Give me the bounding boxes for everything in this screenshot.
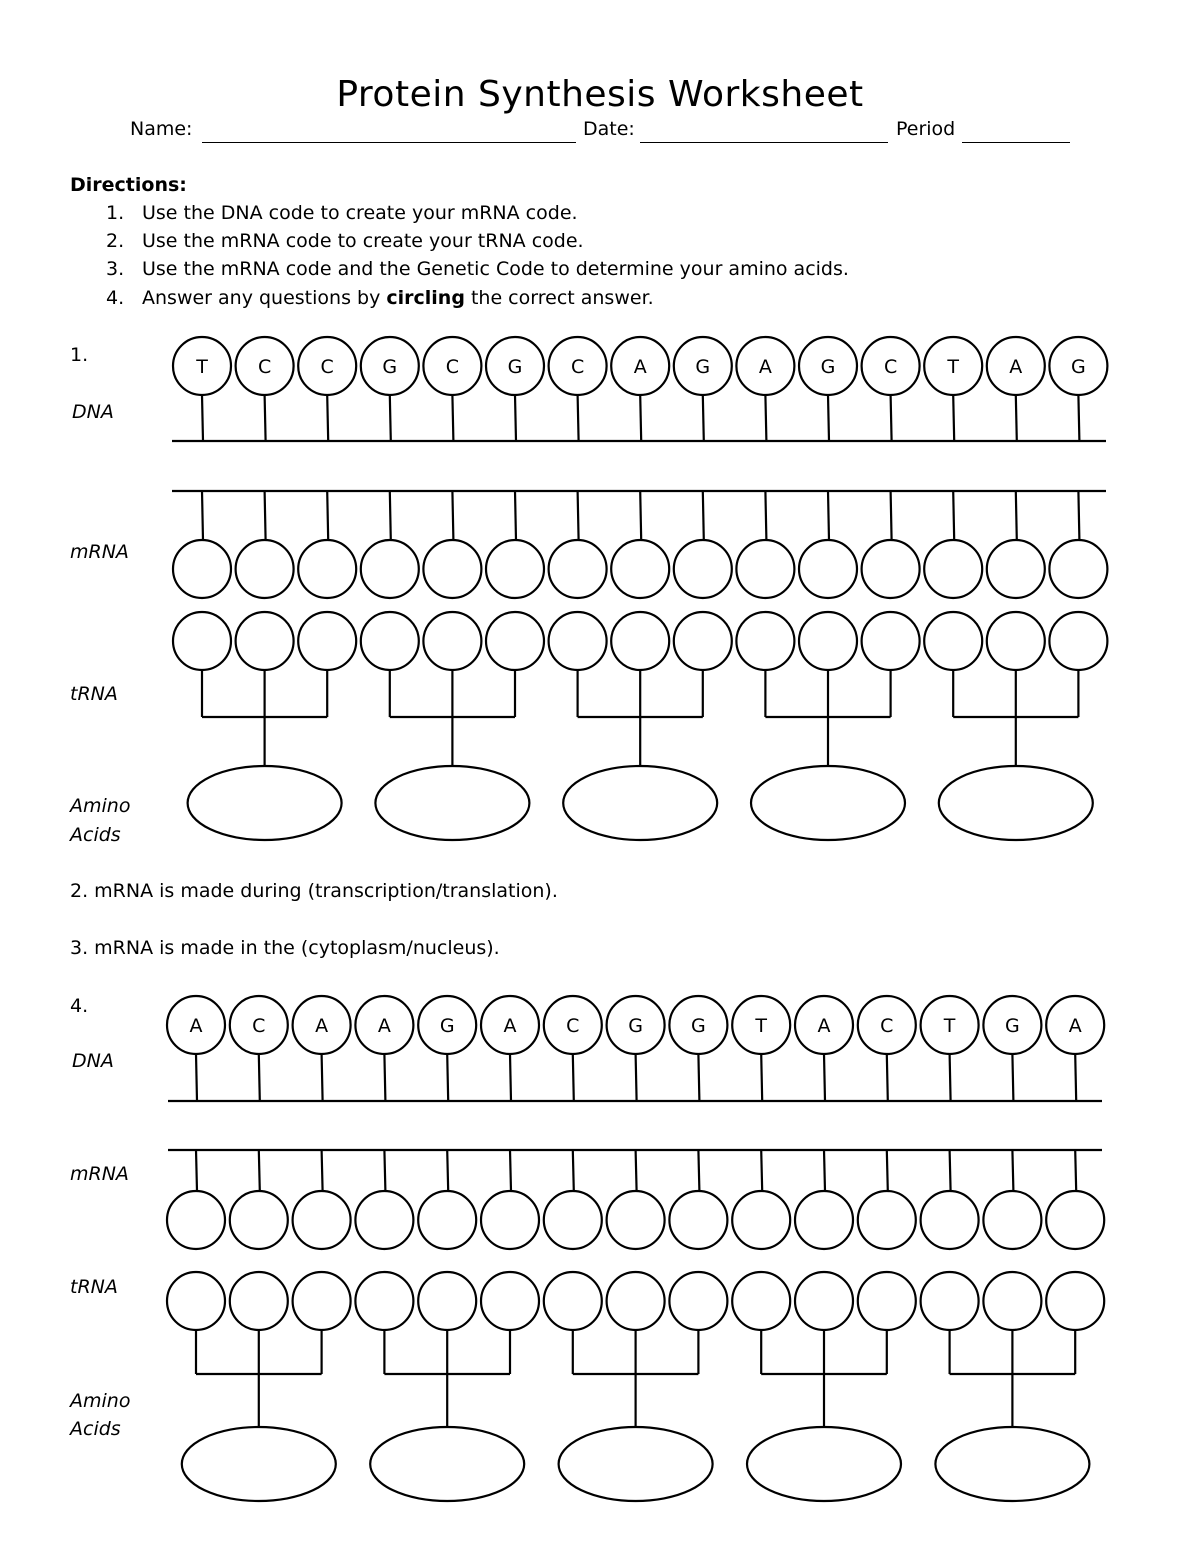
dna-stem	[765, 395, 766, 441]
dna-stem	[447, 1054, 448, 1101]
dna-stem	[202, 395, 203, 441]
date-label: Date:	[583, 118, 635, 140]
amino-acid-oval[interactable]	[751, 766, 905, 840]
dna-base-letter: G	[691, 1015, 706, 1037]
direction-number: 4.	[106, 287, 125, 309]
dna-base-letter: A	[758, 356, 772, 378]
dna-stem	[327, 395, 328, 441]
dna-base-letter: C	[883, 356, 898, 378]
mrna-base-circle[interactable]	[423, 540, 481, 598]
dna-base-letter: C	[570, 356, 585, 378]
dna-stem	[640, 395, 641, 441]
direction-text: Use the mRNA code to create your tRNA code.	[142, 230, 584, 252]
dna-stem	[703, 395, 704, 441]
page-title: Protein Synthesis Worksheet	[336, 74, 864, 115]
trna-base-circle[interactable]	[418, 1272, 476, 1330]
direction-text-before: Answer any questions by	[142, 287, 387, 309]
mrna-base-circle[interactable]	[862, 540, 920, 598]
direction-text-after: the correct answer.	[464, 287, 654, 309]
trna-base-circle[interactable]	[361, 612, 419, 670]
direction-number: 2.	[106, 230, 125, 252]
dna-base-letter: C	[257, 356, 272, 378]
dna-stem	[950, 1054, 951, 1101]
trna-base-circle[interactable]	[1046, 1272, 1104, 1330]
dna-base-letter: A	[817, 1015, 831, 1037]
mrna-stem	[259, 1150, 260, 1191]
mrna-base-circle[interactable]	[236, 540, 294, 598]
dna-base-letter: A	[503, 1015, 517, 1037]
dna-stem	[1078, 395, 1079, 441]
trna-base-circle[interactable]	[795, 1272, 853, 1330]
mrna-stem	[515, 491, 516, 540]
mrna-stem	[1012, 1150, 1013, 1191]
mrna-base-circle[interactable]	[607, 1191, 665, 1249]
mrna-base-circle[interactable]	[544, 1191, 602, 1249]
dna-base-letter: T	[196, 356, 208, 378]
mrna-base-circle[interactable]	[611, 540, 669, 598]
trna-base-circle[interactable]	[544, 1272, 602, 1330]
mrna-stem	[447, 1150, 448, 1191]
mrna-stem	[578, 491, 579, 540]
mrna-base-circle[interactable]	[486, 540, 544, 598]
dna-base-letter: C	[320, 356, 334, 378]
dna-base-letter: A	[377, 1015, 391, 1037]
dna-base-letter: T	[947, 356, 960, 378]
trna-base-circle[interactable]	[486, 612, 544, 670]
mrna-stem	[322, 1150, 323, 1191]
mrna-stem	[761, 1150, 762, 1191]
dna-base-letter: G	[628, 1015, 643, 1037]
mrna-base-circle[interactable]	[795, 1191, 853, 1249]
dna-stem	[828, 395, 829, 441]
dna-base-letter: A	[315, 1015, 329, 1037]
mrna-stem	[891, 491, 892, 540]
directions-heading: Directions:	[70, 174, 187, 196]
dna-stem	[824, 1054, 825, 1101]
mrna-base-circle[interactable]	[858, 1191, 916, 1249]
dna-stem	[196, 1054, 197, 1101]
trna-base-circle[interactable]	[423, 612, 481, 670]
trna-base-circle[interactable]	[862, 612, 920, 670]
dna-stem	[322, 1054, 323, 1101]
dna-stem	[1016, 395, 1017, 441]
problem-1-dna-label: DNA	[72, 401, 114, 423]
mrna-stem	[636, 1150, 637, 1191]
dna-stem	[265, 395, 266, 441]
trna-base-circle[interactable]	[732, 1272, 790, 1330]
mrna-stem	[327, 491, 328, 540]
mrna-base-circle[interactable]	[298, 540, 356, 598]
mrna-base-circle[interactable]	[983, 1191, 1041, 1249]
direction-text: Use the DNA code to create your mRNA code.	[142, 202, 578, 224]
trna-base-circle[interactable]	[799, 612, 857, 670]
mrna-base-circle[interactable]	[167, 1191, 225, 1249]
dna-stem	[761, 1054, 762, 1101]
dna-stem	[384, 1054, 385, 1101]
mrna-stem	[452, 491, 453, 540]
dna-stem	[887, 1054, 888, 1101]
problem-1-trna-label: tRNA	[70, 683, 118, 705]
trna-base-circle[interactable]	[669, 1272, 727, 1330]
problem-4-mrna-label: mRNA	[70, 1163, 129, 1185]
problem-4-amino-label-2: Acids	[70, 1418, 121, 1440]
dna-base-letter: G	[820, 356, 836, 378]
mrna-base-circle[interactable]	[669, 1191, 727, 1249]
mrna-base-circle[interactable]	[549, 540, 607, 598]
dna-base-letter: C	[252, 1015, 266, 1037]
amino-acid-oval[interactable]	[182, 1427, 336, 1501]
mrna-stem	[640, 491, 641, 540]
problem-4-number: 4.	[70, 995, 89, 1017]
dna-base-letter: G	[507, 356, 523, 378]
question-3: 3. mRNA is made in the (cytoplasm/nucleus).	[70, 937, 500, 959]
mrna-stem	[265, 491, 266, 540]
problem-1-amino-label-1: Amino	[70, 795, 131, 817]
dna-base-letter: G	[439, 1015, 455, 1037]
dna-base-letter: C	[566, 1015, 580, 1037]
mrna-base-circle[interactable]	[924, 540, 982, 598]
mrna-stem	[887, 1150, 888, 1191]
problem-1-mrna-label: mRNA	[70, 541, 129, 563]
mrna-base-circle[interactable]	[173, 540, 231, 598]
mrna-base-circle[interactable]	[799, 540, 857, 598]
mrna-stem	[510, 1150, 511, 1191]
direction-text-bold: circling	[386, 287, 465, 309]
dna-base-letter: A	[633, 356, 647, 378]
mrna-base-circle[interactable]	[736, 540, 794, 598]
mrna-base-circle[interactable]	[732, 1191, 790, 1249]
mrna-base-circle[interactable]	[355, 1191, 413, 1249]
mrna-stem	[824, 1150, 825, 1191]
trna-base-circle[interactable]	[293, 1272, 351, 1330]
trna-base-circle[interactable]	[167, 1272, 225, 1330]
dna-base-letter: C	[445, 356, 460, 378]
dna-base-letter: T	[755, 1015, 768, 1037]
amino-acid-oval[interactable]	[747, 1427, 901, 1501]
trna-base-circle[interactable]	[236, 612, 294, 670]
mrna-stem	[390, 491, 391, 540]
mrna-stem	[950, 1150, 951, 1191]
amino-acid-oval[interactable]	[370, 1427, 524, 1501]
problem-4-trna-label: tRNA	[70, 1276, 118, 1298]
trna-base-circle[interactable]	[921, 1272, 979, 1330]
trna-base-circle[interactable]	[924, 612, 982, 670]
dna-stem	[1012, 1054, 1013, 1101]
dna-stem	[390, 395, 391, 441]
dna-base-letter: G	[382, 356, 398, 378]
mrna-base-circle[interactable]	[361, 540, 419, 598]
trna-base-circle[interactable]	[173, 612, 231, 670]
mrna-stem	[1016, 491, 1017, 540]
mrna-base-circle[interactable]	[987, 540, 1045, 598]
dna-stem	[1075, 1054, 1076, 1101]
mrna-base-circle[interactable]	[921, 1191, 979, 1249]
dna-base-letter: A	[1068, 1015, 1082, 1037]
dna-stem	[515, 395, 516, 441]
dna-stem	[573, 1054, 574, 1101]
mrna-stem	[196, 1150, 197, 1191]
amino-acid-oval[interactable]	[563, 766, 717, 840]
amino-acid-oval[interactable]	[375, 766, 529, 840]
question-2: 2. mRNA is made during (transcription/translation).	[70, 880, 558, 902]
mrna-stem	[1075, 1150, 1076, 1191]
trna-base-circle[interactable]	[674, 612, 732, 670]
direction-text: Use the mRNA code and the Genetic Code to determine your amino acids.	[142, 258, 849, 280]
trna-base-circle[interactable]	[858, 1272, 916, 1330]
period-label: Period	[896, 118, 956, 140]
problem-1-number: 1.	[70, 344, 89, 366]
dna-stem	[636, 1054, 637, 1101]
mrna-stem	[765, 491, 766, 540]
mrna-stem	[1078, 491, 1079, 540]
dna-base-letter: G	[695, 356, 711, 378]
amino-acid-oval[interactable]	[188, 766, 342, 840]
dna-stem	[259, 1054, 260, 1101]
mrna-stem	[698, 1150, 699, 1191]
trna-base-circle[interactable]	[607, 1272, 665, 1330]
mrna-base-circle[interactable]	[1049, 540, 1107, 598]
mrna-base-circle[interactable]	[293, 1191, 351, 1249]
mrna-base-circle[interactable]	[418, 1191, 476, 1249]
name-label: Name:	[130, 118, 193, 140]
mrna-stem	[703, 491, 704, 540]
problem-4-dna-label: DNA	[72, 1050, 114, 1072]
mrna-stem	[202, 491, 203, 540]
dna-base-letter: A	[1009, 356, 1023, 378]
problem-1-amino-label-2: Acids	[70, 824, 121, 846]
mrna-base-circle[interactable]	[674, 540, 732, 598]
dna-stem	[953, 395, 954, 441]
mrna-stem	[953, 491, 954, 540]
mrna-base-circle[interactable]	[1046, 1191, 1104, 1249]
direction-number: 1.	[106, 202, 125, 224]
trna-base-circle[interactable]	[355, 1272, 413, 1330]
trna-base-circle[interactable]	[298, 612, 356, 670]
amino-acid-oval[interactable]	[939, 766, 1093, 840]
amino-acid-oval[interactable]	[935, 1427, 1089, 1501]
trna-base-circle[interactable]	[736, 612, 794, 670]
trna-base-circle[interactable]	[230, 1272, 288, 1330]
trna-base-circle[interactable]	[983, 1272, 1041, 1330]
trna-base-circle[interactable]	[481, 1272, 539, 1330]
dna-base-letter: G	[1071, 356, 1086, 378]
amino-acid-oval[interactable]	[559, 1427, 713, 1501]
trna-base-circle[interactable]	[1049, 612, 1107, 670]
mrna-stem	[384, 1150, 385, 1191]
trna-base-circle[interactable]	[987, 612, 1045, 670]
dna-base-letter: G	[1005, 1015, 1020, 1037]
mrna-base-circle[interactable]	[481, 1191, 539, 1249]
mrna-base-circle[interactable]	[230, 1191, 288, 1249]
mrna-stem	[573, 1150, 574, 1191]
problem-4-amino-label-1: Amino	[70, 1390, 131, 1412]
mrna-stem	[828, 491, 829, 540]
trna-base-circle[interactable]	[611, 612, 669, 670]
dna-stem	[510, 1054, 511, 1101]
dna-base-letter: T	[943, 1015, 956, 1037]
dna-stem	[578, 395, 579, 441]
trna-base-circle[interactable]	[549, 612, 607, 670]
dna-stem	[698, 1054, 699, 1101]
dna-stem	[891, 395, 892, 441]
dna-base-letter: A	[189, 1015, 203, 1037]
dna-base-letter: C	[880, 1015, 894, 1037]
direction-number: 3.	[106, 258, 125, 280]
dna-stem	[452, 395, 453, 441]
